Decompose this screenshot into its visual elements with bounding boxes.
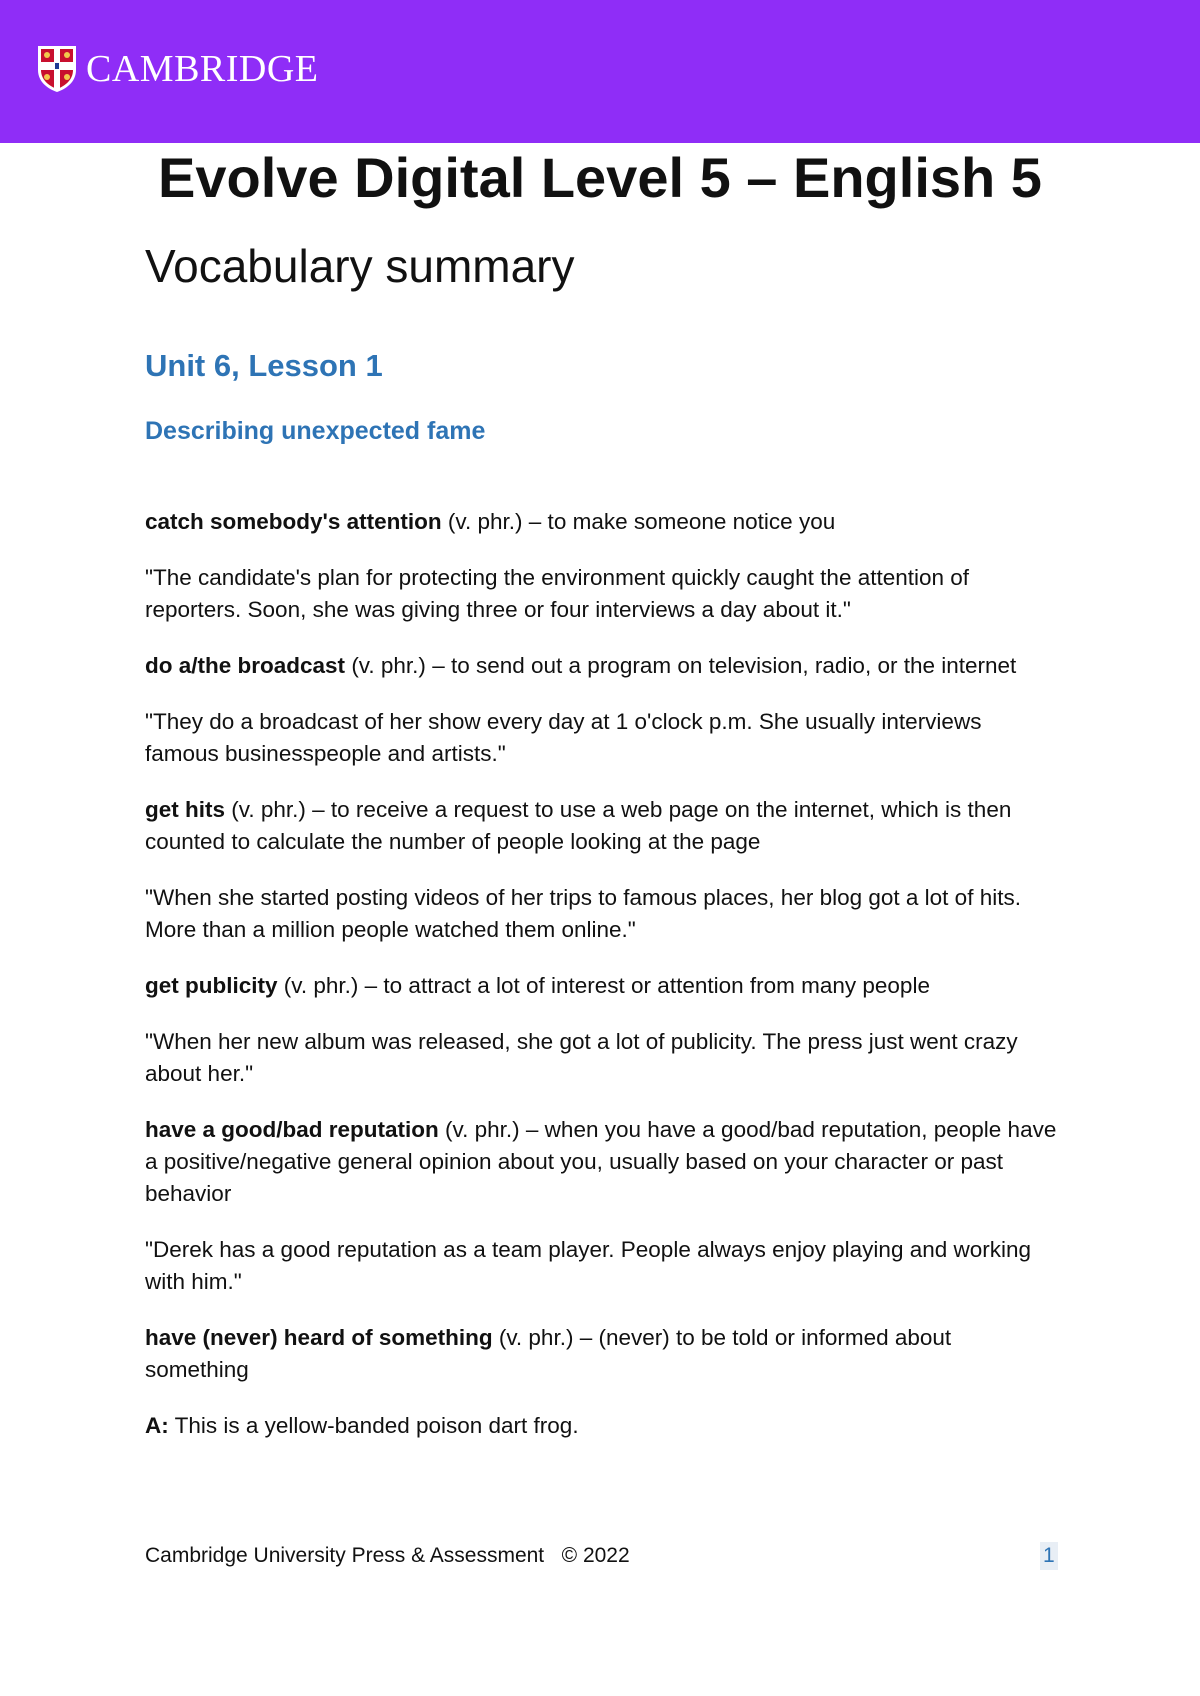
vocab-example: "They do a broadcast of her show every day at 1 o'clock p.m. She usually interviews famous businesspeople and artists." — [145, 709, 982, 766]
vocab-definition: – to receive a request to use a web page on the internet, which is then counted to calculate the number of people looking at the page — [145, 797, 1012, 854]
dialogue-line — [145, 1410, 1060, 1442]
dialogue-text: This is a yellow-banded poison dart frog. — [174, 1413, 579, 1438]
vocab-definition: – (never) to be told or informed about something — [145, 1325, 952, 1382]
document-subtitle: Vocabulary summary — [145, 240, 575, 292]
part-of-speech: (v. phr.) — [447, 509, 523, 534]
vocab-definition: – to attract a lot of interest or attention from many people — [364, 973, 930, 998]
part-of-speech: (v. phr.) — [445, 1117, 520, 1142]
document-title: Evolve Digital Level 5 – English 5 — [158, 146, 1042, 209]
section-heading: Describing unexpected fame — [145, 417, 486, 445]
page-number: 1 — [1040, 1542, 1058, 1570]
cambridge-logo — [36, 44, 319, 94]
footer-copyright: Cambridge University Press & Assessment © 2022 — [145, 1544, 630, 1567]
part-of-speech: (v. phr.) — [231, 797, 306, 822]
vocabulary-list — [145, 506, 1060, 1466]
vocab-term: have a good/bad reputation — [145, 1117, 439, 1142]
brand-name: CAMBRIDGE — [86, 48, 319, 90]
vocab-definition: – to make someone notice you — [528, 509, 836, 534]
vocab-entry — [145, 1322, 1060, 1386]
header-band — [0, 0, 1200, 143]
vocab-term: do a/the broadcast — [145, 653, 346, 678]
vocab-term: get hits — [145, 797, 226, 822]
vocab-example: "When she started posting videos of her trips to famous places, her blog got a lot of hits. More than a million people watched them online." — [145, 885, 1021, 942]
part-of-speech: (v. phr.) — [351, 653, 426, 678]
crest-icon — [36, 44, 78, 94]
part-of-speech: (v. phr.) — [498, 1325, 574, 1350]
unit-heading: Unit 6, Lesson 1 — [145, 348, 383, 383]
vocab-example: "Derek has a good reputation as a team player. People always enjoy playing and working with him." — [145, 1237, 1032, 1294]
vocab-definition: – when you have a good/bad reputation, people have a positive/negative general opinion about you, usually based on your character or past behavior — [145, 1117, 1057, 1206]
part-of-speech: (v. phr.) — [283, 973, 359, 998]
vocab-entry — [145, 794, 1060, 858]
vocab-example: "The candidate's plan for protecting the environment quickly caught the attention of reporters. Soon, she was giving three or four interviews a day about it." — [145, 565, 970, 622]
vocab-term: get publicity — [145, 973, 278, 998]
vocab-definition: – to send out a program on television, radio, or the internet — [432, 653, 1017, 678]
vocab-term: have (never) heard of something — [145, 1325, 493, 1350]
vocab-entry — [145, 1114, 1060, 1210]
vocab-entry — [145, 650, 1060, 682]
vocab-entry — [145, 506, 1060, 538]
vocab-entry — [145, 970, 1060, 1002]
vocab-example: "When her new album was released, she got a lot of publicity. The press just went crazy about her." — [145, 1029, 1018, 1086]
vocab-term: catch somebody's attention — [145, 509, 442, 534]
speaker-label: A: — [145, 1413, 169, 1438]
